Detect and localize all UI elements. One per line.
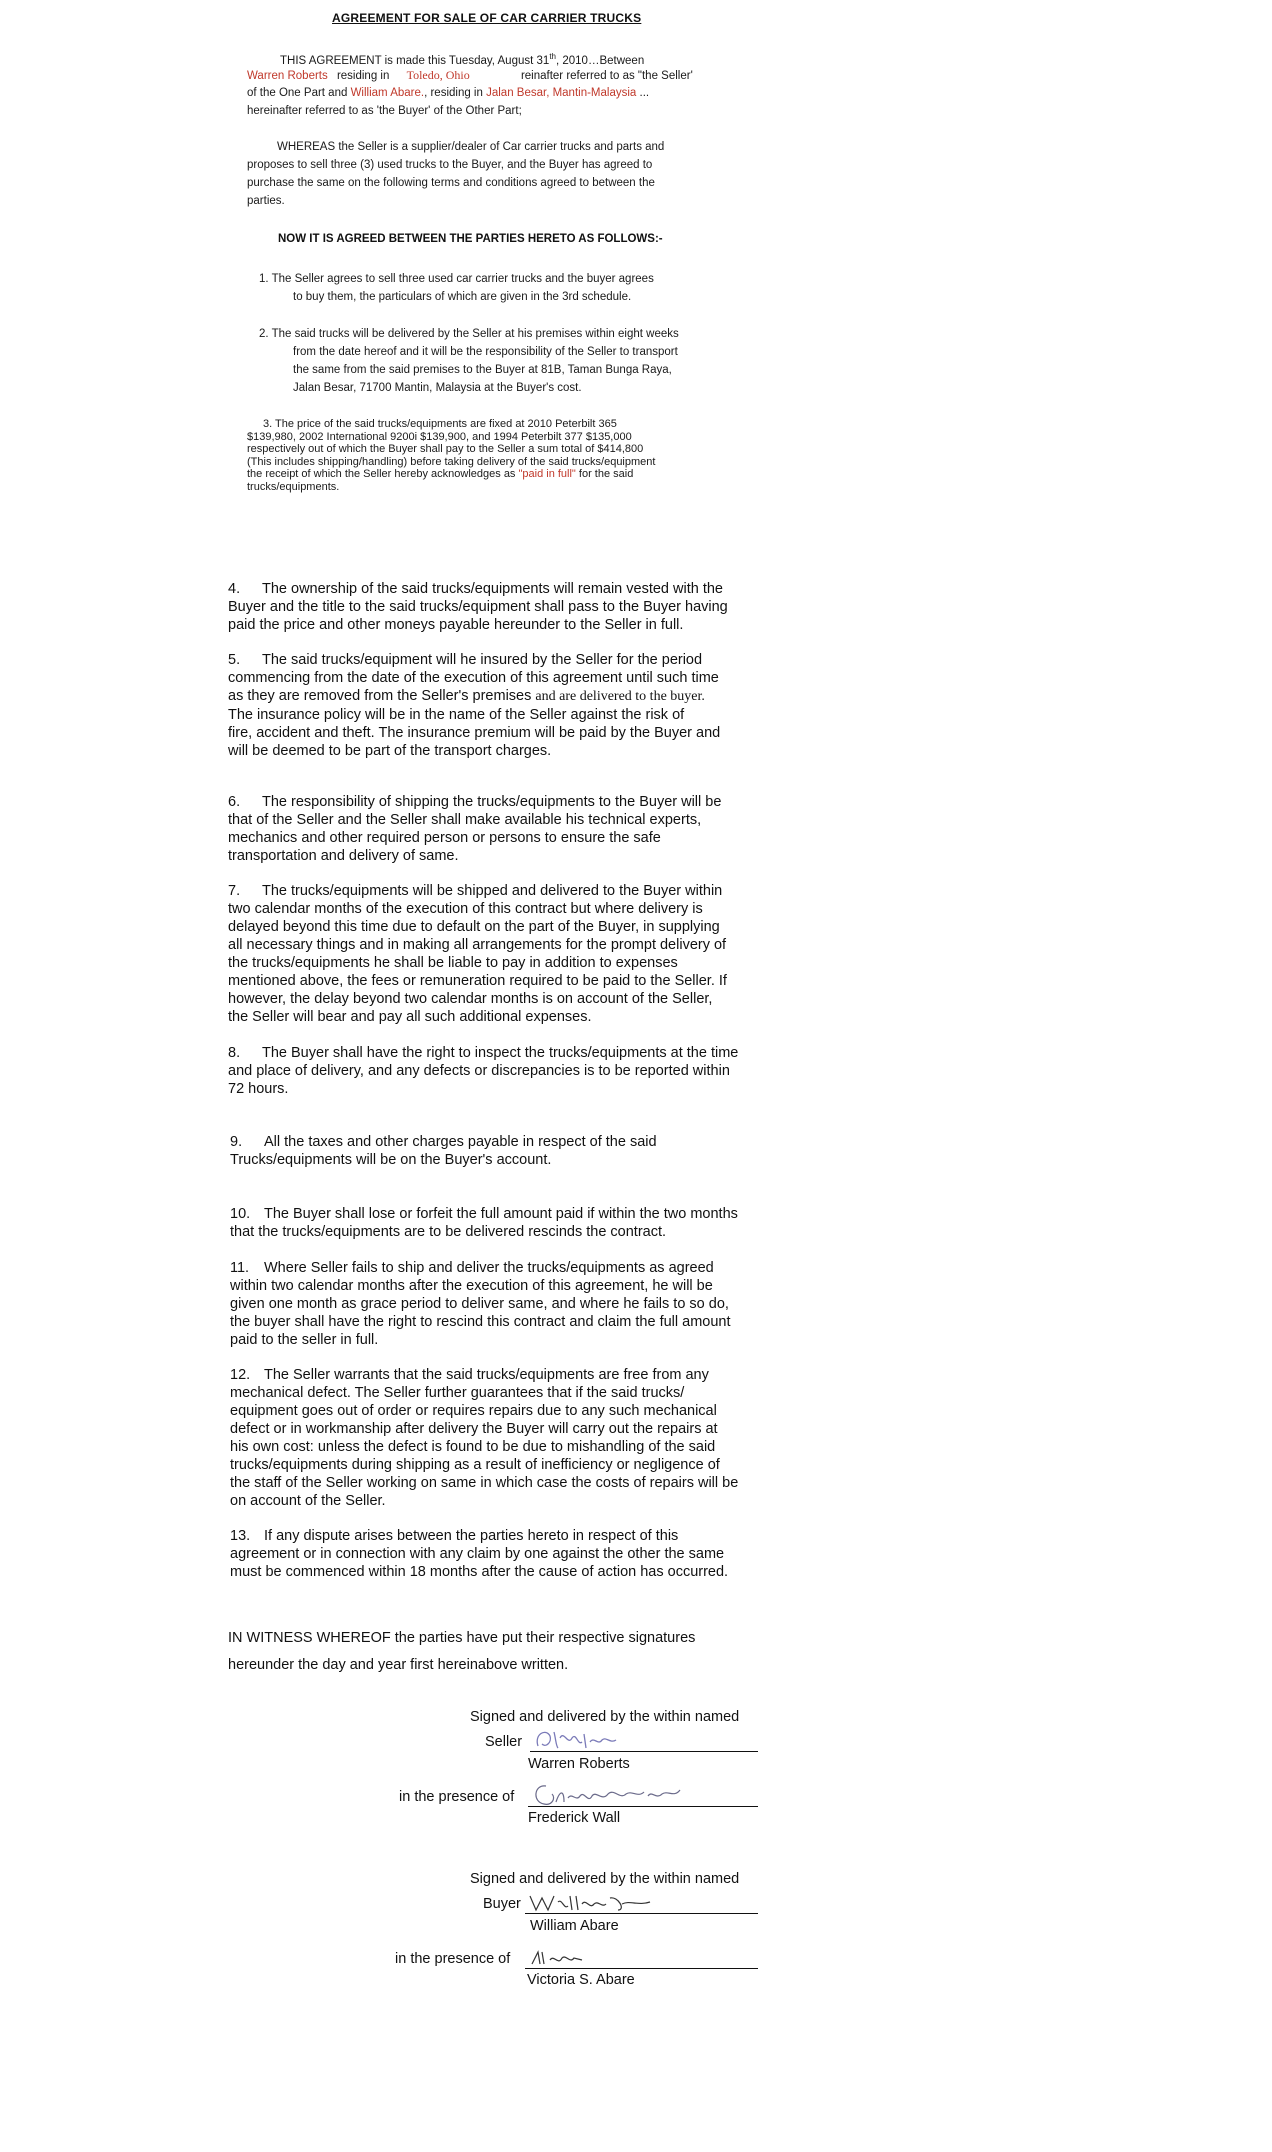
clause-3-line: trucks/equipments. — [247, 480, 340, 493]
buyer-signature-mark — [526, 1888, 666, 1916]
clause-5-delivered-text: and are delivered to the buyer. — [535, 689, 705, 704]
clause-8 — [228, 1044, 788, 1098]
intro-buyer-address: Jalan Besar, Mantin-Malaysia — [486, 87, 637, 99]
intro-date-sup: th — [549, 52, 556, 61]
clause-3-line — [247, 468, 655, 481]
clause-line: The insurance policy will be in the name of the Seller against the risk of — [228, 707, 685, 723]
clause-3-line: (This includes shipping/handling) before taking delivery of the said trucks/equipment — [247, 455, 656, 468]
clause-line: defect or in workmanship after delivery the Buyer will carry out the repairs at — [230, 1421, 718, 1437]
whereas-line: parties. — [247, 195, 285, 207]
clause-line: the staff of the Seller working on same in which case the costs of repairs will be — [230, 1475, 739, 1491]
clause-3-line: 3. The price of the said trucks/equipments are fixed at 2010 Peterbilt 365 — [263, 418, 617, 430]
clause-10 — [230, 1205, 790, 1241]
seller-printed-name: Warren Roberts — [528, 1756, 630, 1772]
buyer-label: Buyer — [483, 1896, 521, 1912]
clause-line: The Buyer shall lose or forfeit the full amount paid if within the two months — [264, 1206, 738, 1222]
now-agreed-heading: NOW IT IS AGREED BETWEEN THE PARTIES HERETO AS FOLLOWS:- — [278, 233, 663, 245]
whereas-line: proposes to sell three (3) used trucks to the Buyer, and the Buyer has agreed to — [247, 159, 653, 171]
clause-line — [228, 687, 788, 706]
clause-3-line: $139,980, 2002 International 9200i $139,900, and 1994 Peterbilt 377 $135,000 — [247, 430, 632, 443]
clause-line: given one month as grace period to deliver same, and where he fails to so do, — [230, 1296, 729, 1312]
clause-line: that the trucks/equipments are to be delivered rescinds the contract. — [230, 1224, 667, 1240]
clause-line: his own cost: unless the defect is found to be due to mishandling of the said — [230, 1439, 716, 1455]
clause-line: the Seller will bear and pay all such additional expenses. — [228, 1009, 592, 1025]
whereas-paragraph — [247, 138, 664, 210]
clause-1-line: 1. The Seller agrees to sell three used car carrier trucks and the buyer agrees — [259, 273, 654, 285]
clause-2-line: 2. The said trucks will be delivered by the Seller at his premises within eight weeks — [259, 328, 679, 340]
clause-line: and place of delivery, and any defects or discrepancies is to be reported within — [228, 1063, 730, 1079]
clause-number: 11. — [230, 1260, 250, 1276]
paid-in-full-text: "paid in full" — [518, 468, 576, 480]
clause-number: 9. — [230, 1134, 243, 1150]
clause-line: trucks/equipments during shipping as a result of inefficiency or negligence of — [230, 1457, 720, 1473]
intro-line-2 — [247, 66, 693, 85]
witness2-printed-name: Victoria S. Abare — [527, 1972, 635, 1988]
clause-line: mentioned above, the fees or remuneration required to be paid to the Seller. If — [228, 973, 727, 989]
clause-2-line: from the date hereof and it will be the responsibility of the Seller to transport — [293, 346, 678, 358]
clause-number: 7. — [228, 883, 241, 899]
clause-line: The responsibility of shipping the trucks/equipments to the Buyer will be — [262, 794, 722, 810]
witness-paragraph — [228, 1625, 695, 1679]
clause-line: Buyer and the title to the said trucks/equipment shall pass to the Buyer having — [228, 599, 728, 615]
clause-line: all necessary things and in making all arrangements for the prompt delivery of — [228, 937, 727, 953]
seller-label: Seller — [485, 1734, 523, 1750]
signed-delivered-buyer: Signed and delivered by the within named — [470, 1871, 740, 1887]
clause-number: 13. — [230, 1528, 251, 1544]
clause-line: within two calendar months after the execution of this agreement, he will be — [230, 1278, 713, 1294]
clause-3-receipt-text: the receipt of which the Seller hereby acknowledges as — [247, 468, 516, 480]
witness-line: IN WITNESS WHEREOF the parties have put their respective signatures — [228, 1630, 696, 1646]
intro-residing-in: residing in — [336, 70, 390, 82]
clause-line: 72 hours. — [228, 1081, 289, 1097]
clause-1-line: to buy them, the particulars of which are given in the 3rd schedule. — [293, 291, 632, 303]
whereas-line: WHEREAS the Seller is a supplier/dealer of Car carrier trucks and parts and — [277, 141, 665, 153]
clause-6 — [228, 793, 788, 865]
clause-line: that of the Seller and the Seller shall make available his technical experts, — [228, 812, 702, 828]
clause-number: 10. — [230, 1206, 251, 1222]
clause-line: the trucks/equipments he shall be liable to pay in addition to expenses — [228, 955, 678, 971]
clause-line: paid the price and other moneys payable hereunder to the Seller in full. — [228, 617, 684, 633]
clause-line: mechanics and other required person or persons to ensure the safe — [228, 830, 661, 846]
intro-seller-reference: reinafter referred to as "the Seller' — [520, 70, 693, 82]
intro-ellipsis: ... — [639, 87, 650, 99]
witness1-signature-mark — [530, 1780, 690, 1810]
clause-line: commencing from the date of the execution of this agreement until such time — [228, 670, 719, 686]
clause-5 — [228, 651, 788, 760]
buyer-presence-label: in the presence of — [395, 1951, 511, 1967]
signed-delivered-seller: Signed and delivered by the within named — [470, 1709, 740, 1725]
intro-buyer-name: William Abare. — [350, 87, 425, 99]
clause-3 — [247, 418, 655, 493]
clause-line: The Buyer shall have the right to inspect the trucks/equipments at the time — [262, 1045, 739, 1061]
clause-line: transportation and delivery of same. — [228, 848, 459, 864]
clause-7 — [228, 882, 788, 1026]
clause-line: on account of the Seller. — [230, 1493, 386, 1509]
clause-number: 5. — [228, 652, 241, 668]
seller-presence-label: in the presence of — [399, 1789, 515, 1805]
clause-number: 6. — [228, 794, 241, 810]
clause-4 — [228, 580, 788, 634]
clause-line: All the taxes and other charges payable in respect of the said — [264, 1134, 657, 1150]
clause-line: two calendar months of the execution of this contract but where delivery is — [228, 901, 703, 917]
clause-11 — [230, 1259, 790, 1349]
clause-line: mechanical defect. The Seller further guarantees that if the said trucks/ — [230, 1385, 685, 1401]
intro-residing-in-2: , residing in — [424, 87, 483, 99]
clause-line: will be deemed to be part of the transport charges. — [228, 743, 552, 759]
intro-between-text: , 2010…Between — [555, 54, 645, 67]
clause-line: delayed beyond this time due to default on the part of the Buyer, in supplying — [228, 919, 720, 935]
clause-3-for-the-said: for the said — [578, 468, 634, 480]
clause-line: The Seller warrants that the said trucks/equipments are free from any — [264, 1367, 709, 1383]
witness-line: hereunder the day and year first hereinabove written. — [228, 1657, 569, 1673]
buyer-printed-name: William Abare — [530, 1918, 619, 1934]
clause-line: agreement or in connection with any claim by one against the other the same — [230, 1546, 725, 1562]
intro-seller-name: Warren Roberts — [247, 70, 328, 82]
clause-13 — [230, 1527, 790, 1581]
clause-line: If any dispute arises between the parties hereto in respect of this — [264, 1528, 679, 1544]
clause-12 — [230, 1366, 790, 1510]
clause-line: equipment goes out of order or requires repairs due to any such mechanical — [230, 1403, 717, 1419]
witness1-printed-name: Frederick Wall — [528, 1810, 621, 1826]
clause-line: must be commenced within 18 months after the cause of action has occurred. — [230, 1564, 729, 1580]
clause-line: fire, accident and theft. The insurance premium will be paid by the Buyer and — [228, 725, 721, 741]
clause-line: paid to the seller in full. — [230, 1332, 379, 1348]
intro-seller-city: Toledo, Ohio — [406, 68, 470, 82]
seller-signature-mark — [532, 1724, 622, 1754]
witness2-signature-mark — [528, 1946, 588, 1970]
clause-line: The ownership of the said trucks/equipments will remain vested with the — [262, 581, 723, 597]
clause-line: Where Seller fails to ship and deliver the trucks/equipments as agreed — [264, 1260, 714, 1276]
clause-1 — [259, 270, 654, 306]
intro-one-part: of the One Part and — [247, 87, 348, 99]
clause-line: The said trucks/equipment will he insured by the Seller for the period — [262, 652, 703, 668]
clause-number: 4. — [228, 581, 241, 597]
clause-line: Trucks/equipments will be on the Buyer's account. — [230, 1152, 552, 1168]
clause-2 — [259, 325, 679, 397]
clause-3-line: respectively out of which the Buyer shall pay to the Seller a sum total of $414,800 — [247, 443, 644, 455]
clause-number: 12. — [230, 1367, 251, 1383]
clause-line: The trucks/equipments will be shipped and delivered to the Buyer within — [262, 883, 723, 899]
clause-5-premises-text: as they are removed from the Seller's premises — [228, 688, 532, 704]
intro-line-3 — [247, 84, 649, 102]
clause-2-line: Jalan Besar, 71700 Mantin, Malaysia at the Buyer's cost. — [293, 382, 582, 394]
clause-number: 8. — [228, 1045, 241, 1061]
clause-line: the buyer shall have the right to rescind this contract and claim the full amount — [230, 1314, 731, 1330]
document-title: AGREEMENT FOR SALE OF CAR CARRIER TRUCKS — [332, 11, 642, 25]
clause-2-line: the same from the said premises to the Buyer at 81B, Taman Bunga Raya, — [293, 364, 672, 376]
clause-9 — [230, 1133, 790, 1169]
intro-line-4: hereinafter referred to as 'the Buyer' of the Other Part; — [247, 105, 522, 117]
intro-date-text: THIS AGREEMENT is made this Tuesday, August 31 — [280, 54, 550, 67]
clause-line: however, the delay beyond two calendar months is on account of the Seller, — [228, 991, 713, 1007]
whereas-line: purchase the same on the following terms and conditions agreed to between the — [247, 177, 655, 189]
